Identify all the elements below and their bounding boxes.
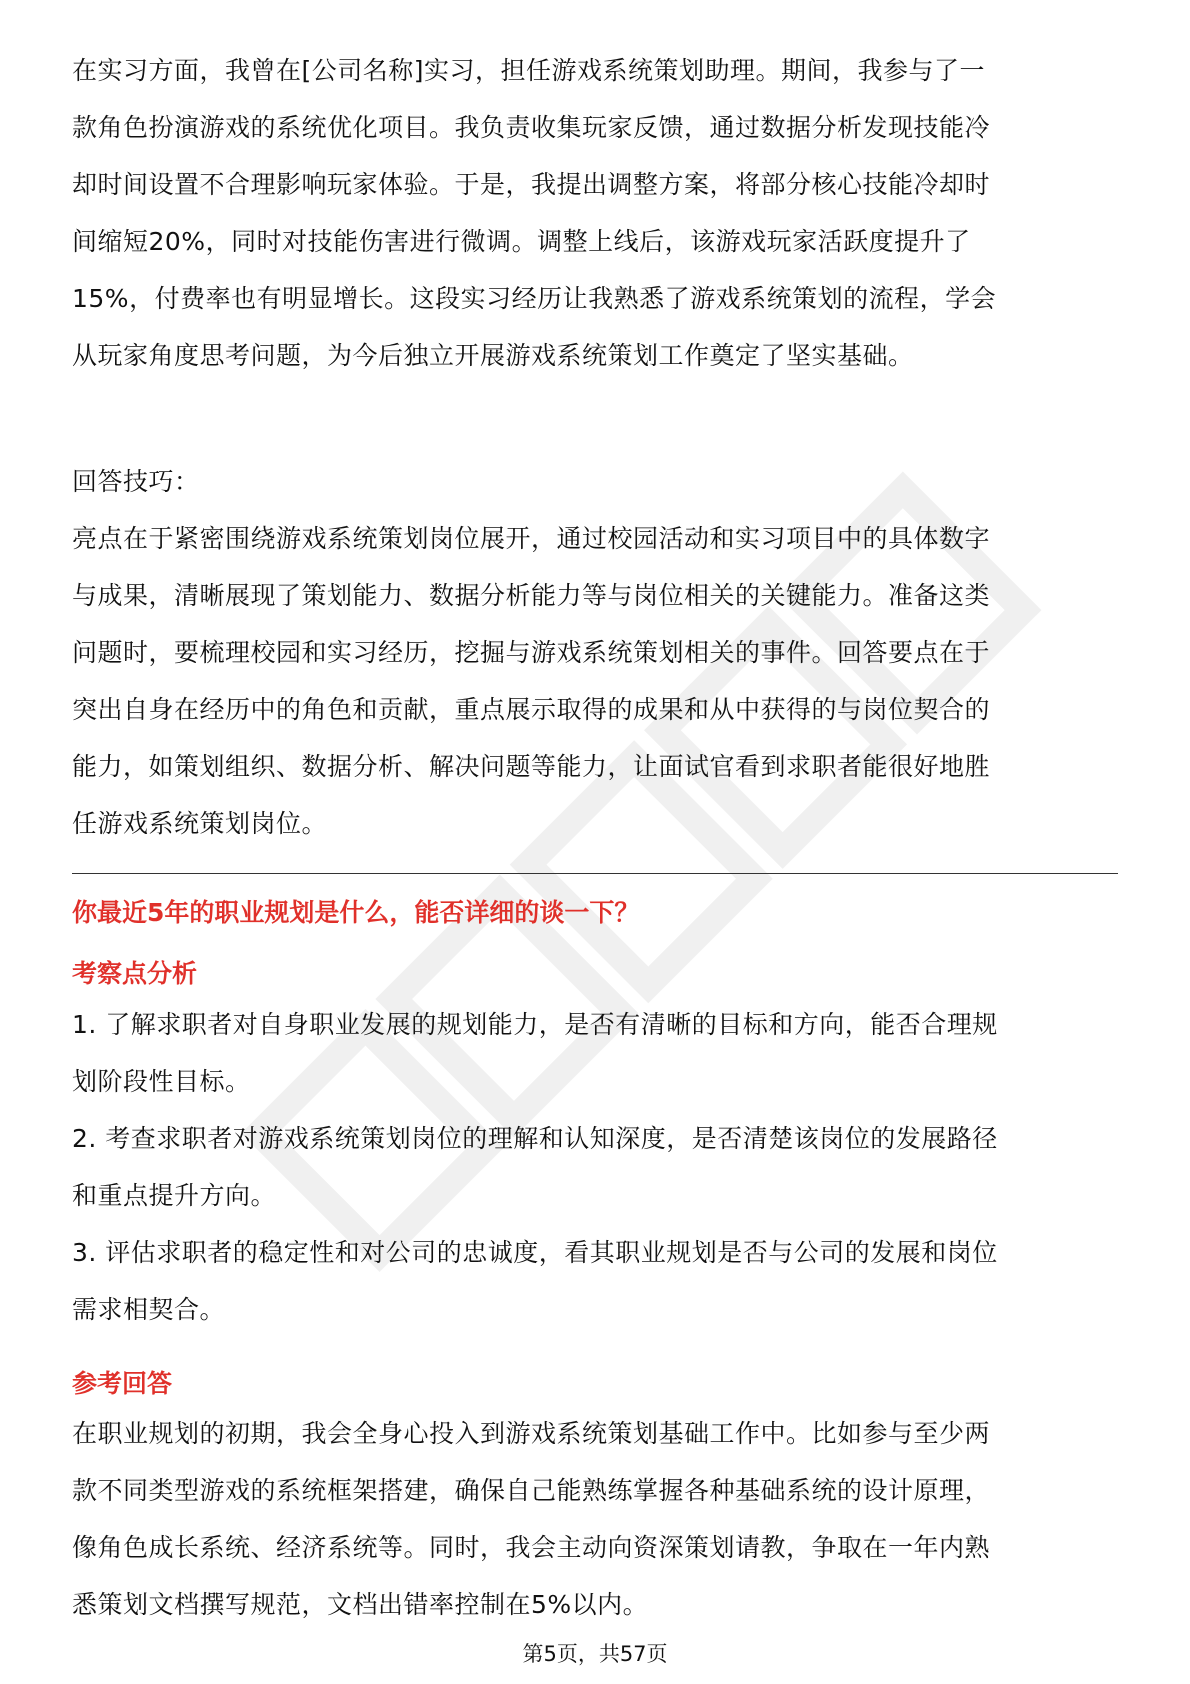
paragraph-line: 与成果，清晰展现了策划能力、数据分析能力等与岗位相关的关键能力。准备这类 <box>72 581 991 610</box>
page-number: 第5页，共57页 <box>522 1642 668 1666</box>
section-divider <box>72 873 1118 874</box>
answer-heading: 参考回答 <box>72 1369 173 1398</box>
analysis-point-line: 划阶段性目标。 <box>72 1067 251 1096</box>
tips-section <box>72 453 1118 852</box>
paragraph-line: 任游戏系统策划岗位。 <box>72 809 328 838</box>
analysis-section <box>72 954 1118 994</box>
internship-paragraph <box>72 42 1118 384</box>
paragraph-line: 问题时，要梳理校园和实习经历，挖掘与游戏系统策划相关的事件。回答要点在于 <box>72 638 991 667</box>
analysis-point-line: 需求相契合。 <box>72 1295 226 1324</box>
paragraph-line: 在实习方面，我曾在[公司名称]实习，担任游戏系统策划助理。期间，我参与了一 <box>72 56 986 85</box>
answer-line: 悉策划文档撰写规范，文档出错率控制在5%以内。 <box>72 1590 649 1619</box>
question-title: 你最近5年的职业规划是什么，能否详细的谈一下？ <box>72 898 640 927</box>
paragraph-line: 突出自身在经历中的角色和贡献，重点展示取得的成果和从中获得的与岗位契合的 <box>72 695 991 724</box>
analysis-point-line: 1. 了解求职者对自身职业发展的规划能力，是否有清晰的目标和方向，能否合理规 <box>72 1010 998 1039</box>
paragraph-line: 从玩家角度思考问题，为今后独立开展游戏系统策划工作奠定了坚实基础。 <box>72 341 914 370</box>
analysis-point-line: 3. 评估求职者的稳定性和对公司的忠诚度，看其职业规划是否与公司的发展和岗位 <box>72 1238 998 1267</box>
paragraph-line: 却时间设置不合理影响玩家体验。于是，我提出调整方案，将部分核心技能冷却时 <box>72 170 991 199</box>
answer-section <box>72 1364 1118 1404</box>
answer-paragraph <box>72 1405 1118 1633</box>
paragraph-line: 15%，付费率也有明显增长。这段实习经历让我熟悉了游戏系统策划的流程，学会 <box>72 284 997 313</box>
analysis-points <box>72 996 1118 1338</box>
tips-label: 回答技巧： <box>72 467 200 496</box>
answer-line: 款不同类型游戏的系统框架搭建，确保自己能熟练掌握各种基础系统的设计原理， <box>72 1476 991 1505</box>
analysis-heading: 考察点分析 <box>72 959 198 988</box>
paragraph-line: 亮点在于紧密围绕游戏系统策划岗位展开，通过校园活动和实习项目中的具体数字 <box>72 524 991 553</box>
answer-line: 在职业规划的初期，我会全身心投入到游戏系统策划基础工作中。比如参与至少两 <box>72 1419 991 1448</box>
analysis-point-line: 和重点提升方向。 <box>72 1181 277 1210</box>
paragraph-line: 间缩短20%，同时对技能伤害进行微调。调整上线后，该游戏玩家活跃度提升了 <box>72 227 971 256</box>
paragraph-line: 能力，如策划组织、数据分析、解决问题等能力，让面试官看到求职者能很好地胜 <box>72 752 991 781</box>
question-block <box>72 893 1118 933</box>
analysis-point-line: 2. 考查求职者对游戏系统策划岗位的理解和认知深度，是否清楚该岗位的发展路径 <box>72 1124 998 1153</box>
paragraph-line: 款角色扮演游戏的系统优化项目。我负责收集玩家反馈，通过数据分析发现技能冷 <box>72 113 991 142</box>
answer-line: 像角色成长系统、经济系统等。同时，我会主动向资深策划请教，争取在一年内熟 <box>72 1533 991 1562</box>
